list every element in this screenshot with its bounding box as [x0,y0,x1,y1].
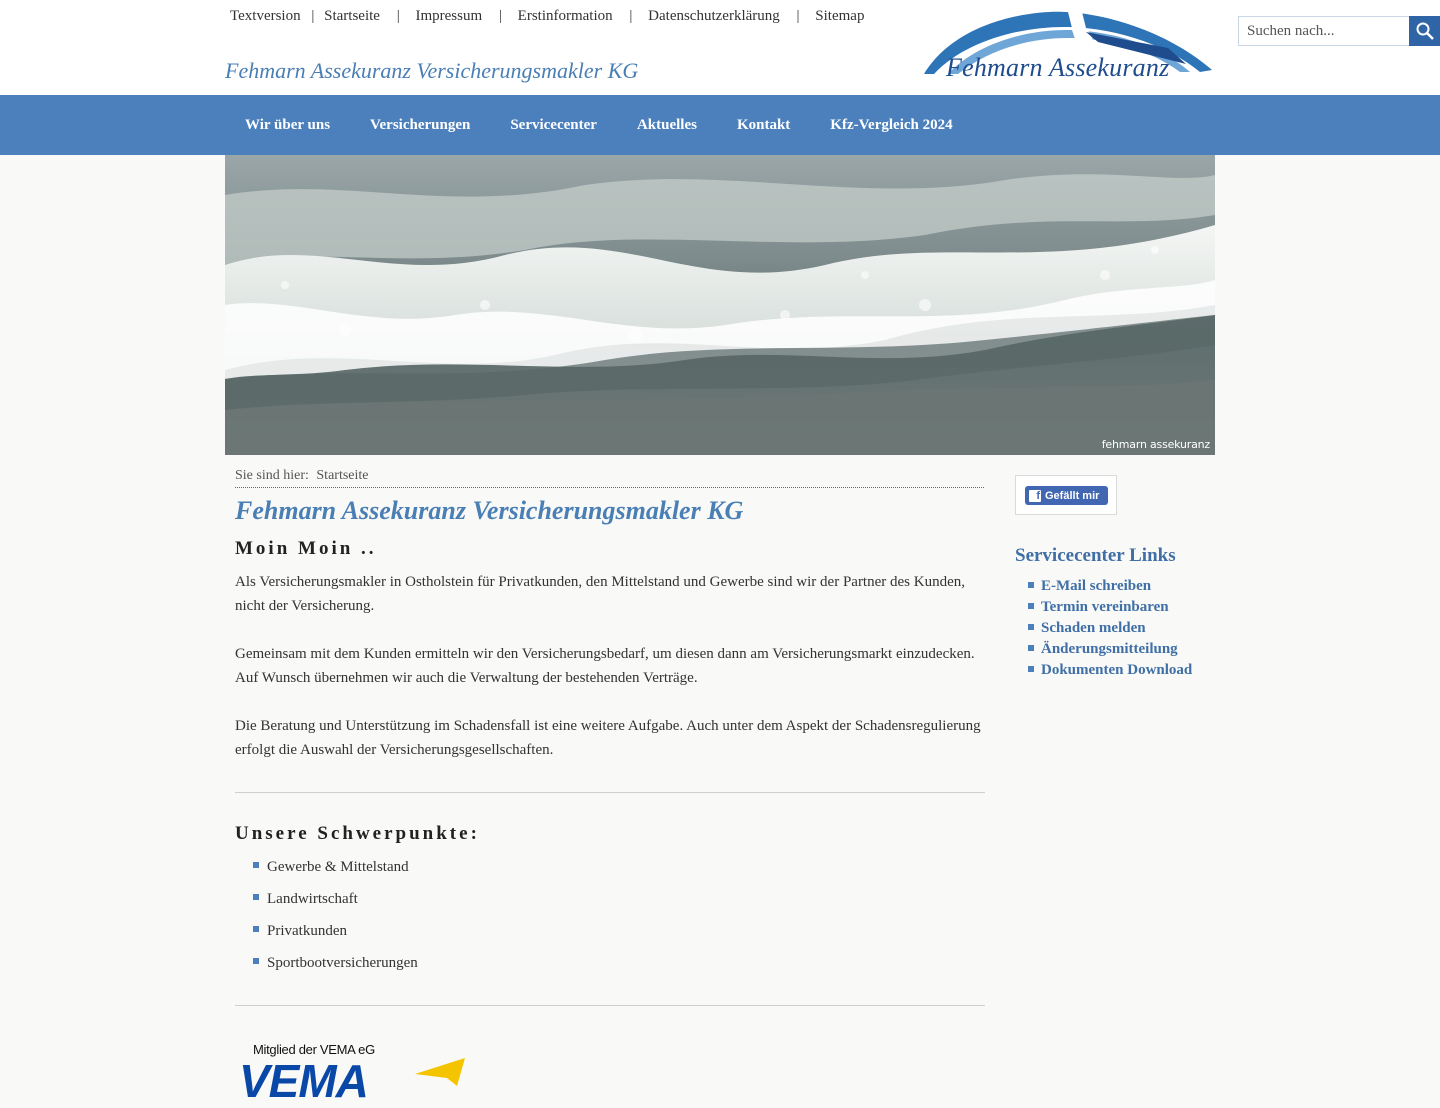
breadcrumb-startseite[interactable]: Startseite [316,468,369,483]
facebook-like-button[interactable] [1025,486,1108,505]
logo[interactable] [918,8,1214,84]
topnav-separator: | [396,8,400,24]
facebook-like-box [1015,475,1117,515]
facebook-icon: f [1029,490,1041,502]
list-item: Privatkunden [253,915,418,947]
search-input[interactable] [1238,16,1410,46]
vema-arrow-icon [413,1056,473,1086]
service-link-download[interactable]: Dokumenten Download [1041,662,1193,678]
service-link-termin[interactable]: Termin vereinbaren [1041,599,1169,615]
service-link-item [1028,576,1192,597]
search-icon [1415,21,1435,41]
intro-paragraph: Als Versicherungsmakler in Ostholstein für Privatkunden, den Mittelstand und Gewerbe sind wir der Partner des Kunden, nicht der Versicherung. [235,574,965,614]
topnav-impressum[interactable]: Impressum [415,8,483,24]
service-link-item [1028,618,1192,639]
focus-heading: Unsere Schwerpunkte: [235,823,480,844]
main-navigation [0,95,1440,155]
topnav-separator: | [498,8,502,24]
list-item: Sportbootversicherungen [253,947,418,979]
list-item: Gewerbe & Mittelstand [253,851,418,883]
divider [235,792,985,793]
vema-logo[interactable] [235,1038,475,1107]
topnav-separator: | [629,8,633,24]
intro-paragraph: Gemeinsam mit dem Kunden ermitteln wir den Versicherungsbedarf, um diesen dann am Versicherungsmarkt einzudecken. Auf Wunsch übernehmen wir auch die Verwaltung der bestehenden Verträge. [235,646,975,686]
topnav-textversion[interactable]: Textversion [230,8,301,24]
site-header [0,0,1440,95]
service-link-item [1028,639,1192,660]
breadcrumb-label: Sie sind hier: [235,468,309,483]
topnav-erstinformation[interactable]: Erstinformation [517,8,613,24]
service-link-schaden[interactable]: Schaden melden [1041,620,1146,636]
service-links-title: Servicecenter Links [1015,545,1176,566]
breadcrumb [235,468,984,488]
page-title: Fehmarn Assekuranz Versicherungsmakler KG [235,496,744,525]
nav-kfz-vergleich[interactable]: Kfz-Vergleich 2024 [830,116,953,133]
focus-list [253,851,418,979]
topnav-sitemap[interactable]: Sitemap [815,8,865,24]
site-title: Fehmarn Assekuranz Versicherungsmakler KG [225,58,639,83]
nav-servicecenter[interactable]: Servicecenter [510,116,597,133]
topnav-startseite[interactable]: Startseite [324,8,380,24]
list-item: Landwirtschaft [253,883,418,915]
service-link-item [1028,597,1192,618]
service-link-item [1028,660,1192,681]
topnav-datenschutz[interactable]: Datenschutzerklärung [648,8,780,24]
topnav-separator: | [311,8,315,24]
vema-tagline: Mitglied der VEMA eG [253,1042,375,1057]
sea-waves-image [225,155,1215,455]
intro-paragraph: Die Beratung und Unterstützung im Schadensfall ist eine weitere Aufgabe. Auch unter dem Aspekt der Schadensregulierung erfolgt die Auswahl der Versicherungsgesellschaften. [235,718,981,758]
facebook-like-label: Gefällt mir [1045,489,1100,502]
hero-caption: fehmarn assekuranz [1101,438,1210,451]
service-link-email[interactable]: E-Mail schreiben [1041,578,1152,594]
vema-wordmark: VEMA [239,1055,368,1107]
nav-kontakt[interactable]: Kontakt [736,116,791,133]
greeting-heading: Moin Moin .. [235,538,377,559]
nav-aktuelles[interactable]: Aktuelles [636,116,697,133]
hero-image [225,155,1215,455]
logo-text: Fehmarn Assekuranz [946,53,1170,82]
top-navigation [230,8,864,25]
topnav-separator: | [796,8,800,24]
nav-wir-ueber-uns[interactable]: Wir über uns [245,116,331,133]
service-links-list [1028,576,1192,681]
service-link-aenderung[interactable]: Änderungsmitteilung [1041,641,1178,657]
search-button[interactable] [1409,16,1440,46]
divider [235,1005,985,1006]
nav-versicherungen[interactable]: Versicherungen [370,116,471,133]
